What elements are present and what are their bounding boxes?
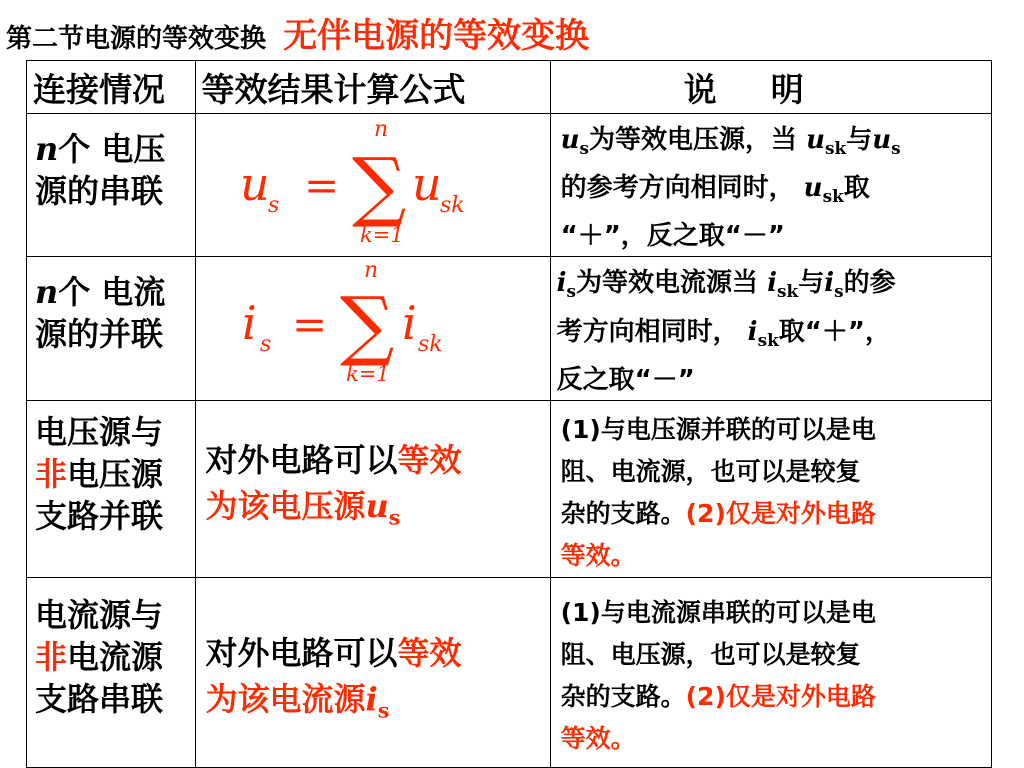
connection-cell: n个 电流 源的并联	[27, 257, 196, 400]
sum-formula-current	[234, 257, 534, 385]
svg-text:∑: ∑	[339, 280, 394, 370]
svg-text:n: n	[373, 117, 388, 142]
section-title: 第二节电源的等效变换	[6, 24, 267, 54]
connection-cell: 电压源与 非电压源 支路并联	[27, 400, 196, 577]
note-cell: (1)与电流源串联的可以是电 阻、电压源，也可以是较复 杂的支路。(2)仅是对外电路 等效。	[550, 577, 991, 767]
svg-text:i: i	[401, 296, 417, 351]
svg-text:i: i	[241, 296, 257, 351]
header-formula: 等效结果计算公式	[195, 61, 550, 114]
svg-text:=: =	[291, 300, 327, 350]
svg-text:k=1: k=1	[345, 362, 390, 386]
svg-text:u: u	[411, 157, 442, 211]
formula-cell	[195, 257, 550, 400]
table-row	[27, 577, 992, 767]
svg-text:s: s	[259, 332, 271, 358]
svg-text:k=1: k=1	[359, 223, 404, 247]
connection-cell: n个 电压 源的串联	[27, 114, 196, 257]
table-row	[27, 257, 992, 400]
svg-text:∑: ∑	[351, 141, 406, 230]
table-row	[27, 114, 992, 257]
svg-text:sk: sk	[439, 193, 465, 218]
svg-text:=: =	[303, 161, 339, 210]
formula-cell	[195, 114, 550, 257]
connection-cell: 电流源与 非电流源 支路串联	[27, 577, 196, 767]
result-cell: 对外电路可以等效 为该电压源$u_s$	[195, 400, 550, 577]
header-note: 说明	[550, 61, 991, 114]
svg-text:u: u	[239, 157, 270, 211]
result-cell: 对外电路可以等效 为该电流源$i_s$	[195, 577, 550, 767]
svg-text:sk: sk	[417, 332, 443, 358]
equivalence-table	[26, 60, 992, 768]
title-row	[6, 8, 589, 54]
table-row	[27, 400, 992, 577]
table-header-row	[27, 61, 992, 114]
note-cell: $u_s$为等效电压源，当 $u_{sk}$与$u_s$ 的参考方向相同时， $u_{sk}$取 “＋”，反之取“－”	[550, 114, 991, 257]
note-cell: $i_s$为等效电流源当 $i_{sk}$与$i_s$的参 考方向相同时， $i_{sk}$取“＋”， 反之取“－”	[550, 257, 991, 400]
sum-formula-voltage	[234, 114, 534, 250]
header-connection: 连接情况	[27, 61, 196, 114]
section-subtitle: 无伴电源的等效变换	[283, 16, 590, 56]
svg-text:n: n	[363, 258, 378, 284]
note-cell: (1)与电压源并联的可以是电 阻、电流源，也可以是较复 杂的支路。(2)仅是对外电路 等效。	[550, 400, 991, 577]
svg-text:s: s	[267, 193, 279, 218]
